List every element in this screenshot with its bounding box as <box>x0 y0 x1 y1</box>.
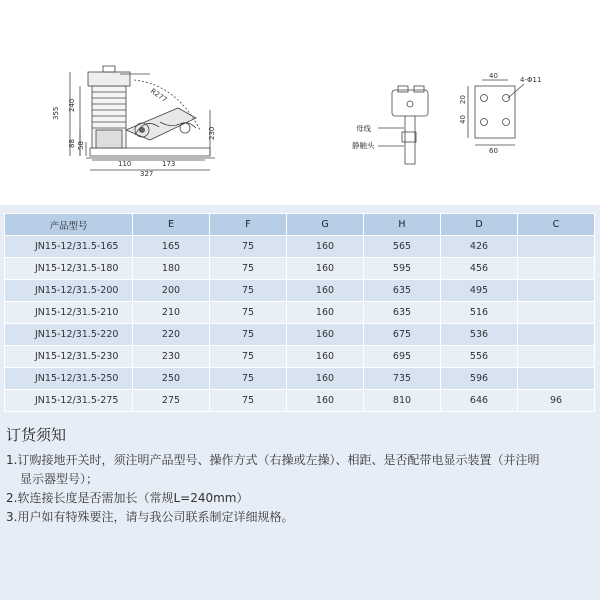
table-row <box>5 390 595 412</box>
cell-e: 180 <box>133 258 210 280</box>
dim-side-40: 40 <box>459 115 467 124</box>
cell-c <box>518 346 595 368</box>
cell-model: JN15-12/31.5-200 <box>5 280 133 302</box>
table-row <box>5 302 595 324</box>
cell-h: 635 <box>364 302 441 324</box>
cell-model: JN15-12/31.5-275 <box>5 390 133 412</box>
dim-side-20: 20 <box>459 95 467 104</box>
cell-g: 160 <box>287 236 364 258</box>
cell-f: 75 <box>210 280 287 302</box>
dim-110: 110 <box>118 160 132 168</box>
cell-e: 275 <box>133 390 210 412</box>
cell-e: 200 <box>133 280 210 302</box>
cell-model: JN15-12/31.5-220 <box>5 324 133 346</box>
cell-d: 536 <box>441 324 518 346</box>
notes-title: 订货须知 <box>6 426 67 444</box>
cell-model: JN15-12/31.5-230 <box>5 346 133 368</box>
cell-model: JN15-12/31.5-210 <box>5 302 133 324</box>
cell-c <box>518 280 595 302</box>
cell-d: 426 <box>441 236 518 258</box>
cell-f: 75 <box>210 258 287 280</box>
middle-drawing <box>378 86 428 164</box>
cell-f: 75 <box>210 324 287 346</box>
cell-g: 160 <box>287 302 364 324</box>
cell-f: 75 <box>210 368 287 390</box>
table-row <box>5 346 595 368</box>
cell-g: 160 <box>287 280 364 302</box>
cell-c: 96 <box>518 390 595 412</box>
cell-g: 160 <box>287 258 364 280</box>
cell-model: JN15-12/31.5-180 <box>5 258 133 280</box>
table-row <box>5 236 595 258</box>
cell-h: 675 <box>364 324 441 346</box>
cell-model: JN15-12/31.5-165 <box>5 236 133 258</box>
cell-e: 165 <box>133 236 210 258</box>
right-drawing <box>468 80 524 145</box>
table-row <box>5 258 595 280</box>
cell-f: 75 <box>210 302 287 324</box>
header-g: G <box>287 214 364 236</box>
header-model: 产品型号 <box>5 214 133 236</box>
dim-r277: R277 <box>148 87 169 105</box>
cell-c <box>518 302 595 324</box>
cell-g: 160 <box>287 346 364 368</box>
dim-top-40: 40 <box>489 72 498 80</box>
dim-230: 230 <box>208 126 216 140</box>
dim-88: 88 <box>68 139 76 148</box>
cell-model: JN15-12/31.5-250 <box>5 368 133 390</box>
cell-d: 456 <box>441 258 518 280</box>
ordering-notes <box>6 424 594 527</box>
cell-d: 516 <box>441 302 518 324</box>
table-header-row <box>5 214 595 236</box>
dim-173: 173 <box>162 160 176 168</box>
dim-bottom-60: 60 <box>489 147 498 155</box>
cell-f: 75 <box>210 236 287 258</box>
table-row <box>5 280 595 302</box>
cell-c <box>518 236 595 258</box>
cell-f: 75 <box>210 390 287 412</box>
cell-f: 75 <box>210 346 287 368</box>
cell-e: 250 <box>133 368 210 390</box>
cell-g: 160 <box>287 390 364 412</box>
note-1: 1.订购接地开关时，须注明产品型号、操作方式（右操或左操）、相距、是否配带电显示装置（并注明 <box>6 453 540 467</box>
drawings-svg <box>0 0 600 205</box>
cell-c <box>518 368 595 390</box>
cell-g: 160 <box>287 324 364 346</box>
header-d: D <box>441 214 518 236</box>
cell-e: 220 <box>133 324 210 346</box>
left-drawing <box>70 66 215 170</box>
cell-g: 160 <box>287 368 364 390</box>
header-h: H <box>364 214 441 236</box>
cell-d: 495 <box>441 280 518 302</box>
label-busbar: 母线 <box>356 124 371 133</box>
cell-h: 595 <box>364 258 441 280</box>
table-row <box>5 324 595 346</box>
note-3: 3.用户如有特殊要注，请与我公司联系制定详细规格。 <box>6 510 294 524</box>
cell-h: 635 <box>364 280 441 302</box>
dim-327: 327 <box>140 170 154 178</box>
dim-240: 240 <box>68 98 76 112</box>
cell-d: 596 <box>441 368 518 390</box>
cell-h: 565 <box>364 236 441 258</box>
header-e: E <box>133 214 210 236</box>
table-row <box>5 368 595 390</box>
cell-h: 695 <box>364 346 441 368</box>
cell-d: 556 <box>441 346 518 368</box>
technical-drawings <box>0 0 600 205</box>
cell-d: 646 <box>441 390 518 412</box>
cell-c <box>518 258 595 280</box>
cell-h: 810 <box>364 390 441 412</box>
cell-h: 735 <box>364 368 441 390</box>
note-2: 2.软连接长度是否需加长（常规L=240mm） <box>6 491 249 505</box>
header-c: C <box>518 214 595 236</box>
dim-holes: 4-Φ11 <box>520 76 542 84</box>
note-1-continued: 显示器型号）； <box>20 472 99 486</box>
dim-355: 355 <box>52 106 60 120</box>
header-f: F <box>210 214 287 236</box>
spec-table <box>4 213 595 412</box>
label-static-contact: 静触头 <box>352 141 375 150</box>
cell-c <box>518 324 595 346</box>
cell-e: 210 <box>133 302 210 324</box>
cell-e: 230 <box>133 346 210 368</box>
dim-58: 58 <box>77 141 85 150</box>
